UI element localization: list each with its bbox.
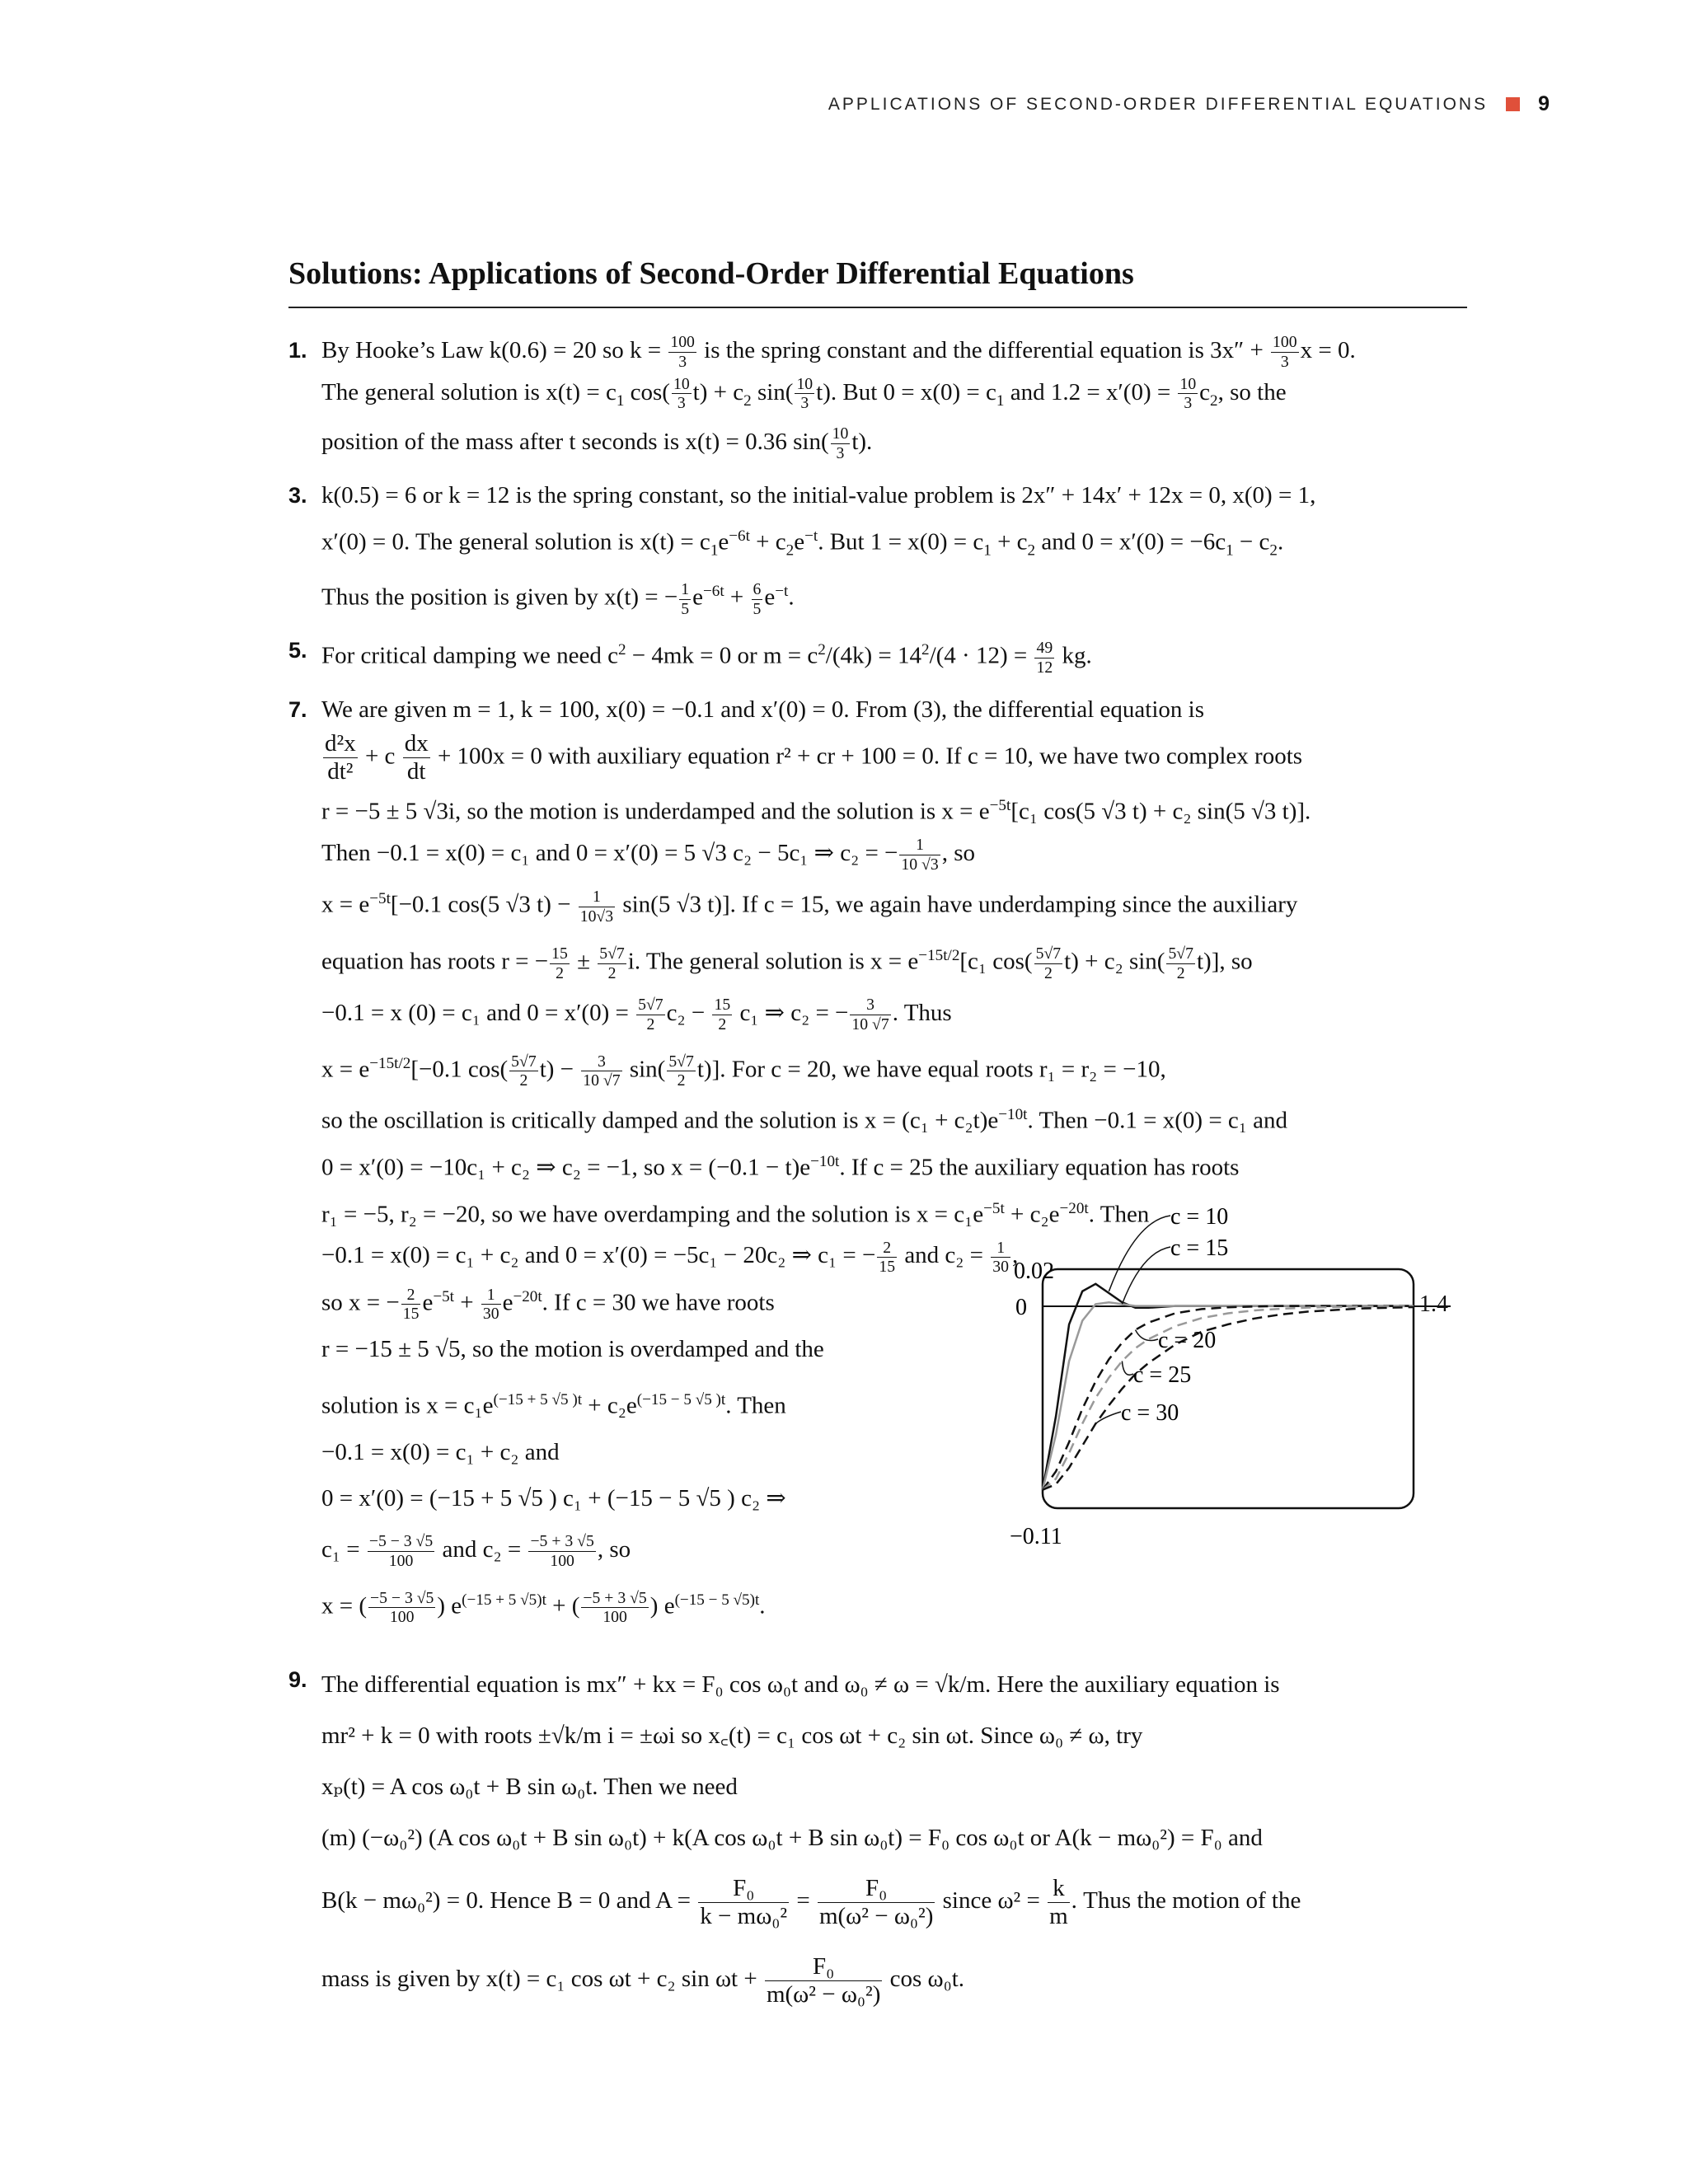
damping-chart xyxy=(1006,1199,1451,1562)
x-right-label: 1.4 xyxy=(1419,1291,1448,1317)
p7-line-3: r = −5 ± 5 √3i, so the motion is underdamped and the solution is $x = e^{-5t}[c_1$ cos(5 √3 t) + c₂ sin(5 √3 t)]. xyxy=(321,797,1311,825)
curve-label: c = 10 xyxy=(1170,1204,1229,1230)
p9-line-6: mass is given by x(t) = c₁ cos ωt + c₂ sin ωt + $\frac{\text{F₀}}{\text{m(ω² − ω₀²)}}$ cos ω₀t. xyxy=(321,1952,965,2008)
p7-line-19: x = ( $\frac{-5 - 3 √5}{100}$ ) $e^{(-15 + 5 √5)t}$ + ( $\frac{-5 + 3 √5}{100}$ ) $e^{(-15 - 5 √5)t}$. xyxy=(321,1588,766,1627)
p7-line-15: solution is $x = c_1e^{(-15 + 5 √5 )t} + c_2e^{(-15 - 5 √5 )t}$. Then xyxy=(321,1391,786,1419)
p7-line-10: 0 = x′(0) = −10c₁ + c₂ ⇒ c₂ = −1, so $x = (-0.1 - t)e^{-10t}$. If c = 25 the auxiliary equation has roots xyxy=(321,1153,1240,1181)
p7-line-2: $\frac{\text{d²x}}{\text{dt²}}$ + c $\frac{dx}{dt}$ + 100x = 0 with auxiliary equation r² + cr + 100 = 0. If c = 10, we have two complex roots xyxy=(325,729,1303,785)
curve-label: c = 20 xyxy=(1158,1328,1217,1353)
p7-line-11: r₁ = −5, r₂ = −20, so we have overdamping and the solution is $x = c_1e^{-5t} + c_2e^{-20t}$. Then xyxy=(321,1199,1150,1228)
p9-line-2: mr² + k = 0 with roots ±√k/m i = ±ωi so x꜀(t) = c₁ cos ωt + c₂ sin ωt. Since ω₀ ≠ ω, try xyxy=(321,1722,1143,1750)
title-rule xyxy=(288,307,1467,308)
accent-square-icon xyxy=(1506,97,1520,111)
p1-line-3: position of the mass after t seconds is x(t) = 0.36 sin( $\frac{10}{3}$ t). xyxy=(321,424,873,463)
section-title: Solutions: Applications of Second-Order Differential Equations xyxy=(288,256,1134,291)
y-bottom-label: −0.11 xyxy=(1010,1524,1062,1549)
label-leader-line xyxy=(1109,1216,1170,1291)
running-head xyxy=(828,92,1550,116)
curve-labels xyxy=(1095,1204,1228,1426)
label-leader-line xyxy=(1122,1247,1170,1304)
problem-number: 1. xyxy=(288,338,307,363)
p7-line-8: $x = e^{-15t/2}[-0.1$ cos( $\frac{5√7}{2}$ t) − $\frac{3}{10 √7}$ sin( $\frac{5√7}{2}$ t)]. For c = 20, we have equal roots r₁ = r₂ = −10, xyxy=(321,1052,1166,1090)
running-title: APPLICATIONS OF SECOND-ORDER DIFFERENTIAL EQUATIONS xyxy=(828,94,1489,114)
p5-line-1: For critical damping we need $c^2 - 4mk = 0$ or $m = c^2/(4k) = 14^2/(4 \cdot 12)$ = $\frac{49}{12}$ kg. xyxy=(321,639,1092,677)
curve-label: c = 30 xyxy=(1121,1400,1179,1426)
y-top-label: 0.02 xyxy=(1014,1258,1054,1284)
problem-number: 3. xyxy=(288,482,307,508)
curve-group xyxy=(1043,1284,1414,1490)
p1-line-1: By Hooke’s Law k(0.6) = 20 so k = $\frac{100}{3}$ is the spring constant and the differential equation is 3x″ + $\frac{100}{3}$ x = 0. xyxy=(321,333,1356,371)
curve-c15 xyxy=(1043,1302,1414,1490)
solutions-body xyxy=(288,330,1475,2032)
p7-line-9: so the oscillation is critically damped and the solution is $x = (c_1 + c_2t)e^{-10t}$. Then −0.1 = x(0) = c₁ and xyxy=(321,1106,1288,1135)
problem-5 xyxy=(288,630,1475,677)
p7-line-4: Then −0.1 = x(0) = c₁ and 0 = x′(0) = 5 √3 c₂ − 5c₁ ⇒ c₂ = − $\frac{1}{10 √3}$ , so xyxy=(321,836,976,874)
p7-line-14: r = −15 ± 5 √5, so the motion is overdamped and the xyxy=(321,1336,824,1363)
curve-label: c = 15 xyxy=(1170,1235,1229,1261)
page-number: 9 xyxy=(1538,92,1550,115)
p9-line-1: The differential equation is mx″ + kx = F₀ cos ω₀t and ω₀ ≠ ω = √k/m. Here the auxiliary equation is xyxy=(321,1671,1280,1699)
p1-line-2: The general solution is $x(t) = c_1$ cos( $\frac{10}{3}$ $t) + c_2$ sin( $\frac{10}{3}$ t). But $0 = x(0) = c_1$ and 1.2 = x′(0) = $\frac{10}{3}$ $c_2$, so the xyxy=(321,374,1287,413)
p7-line-17: 0 = x′(0) = (−15 + 5 √5 ) c₁ + (−15 − 5 √5 ) c₂ ⇒ xyxy=(321,1484,786,1511)
p7-line-5: $x = e^{-5t}[-0.1$ cos(5 √3 t) − $\frac{1}{10√3}$ sin(5 √3 t)]. If c = 15, we again have underdamping since the auxiliary xyxy=(321,888,1298,926)
curve-label: c = 25 xyxy=(1133,1362,1192,1388)
problem-1 xyxy=(288,330,1475,463)
problem-3 xyxy=(288,475,1475,619)
p7-line-13: so x = − $\frac{2}{15}$ $e^{-5t}$ + $\frac{1}{30}$ $e^{-20t}$. If c = 30 we have roots xyxy=(321,1285,775,1324)
problem-number: 9. xyxy=(288,1667,307,1693)
problem-number: 7. xyxy=(288,696,307,722)
p7-line-12: −0.1 = x(0) = c₁ + c₂ and 0 = x′(0) = −5c₁ − 20c₂ ⇒ c₁ = − $\frac{2}{15}$ and c₂ = $\frac{1}{30}$ , xyxy=(321,1238,1019,1277)
p7-line-16: −0.1 = x(0) = c₁ + c₂ and xyxy=(321,1438,560,1465)
p7-line-1: We are given m = 1, k = 100, x(0) = −0.1 and x′(0) = 0. From (3), the differential equation is xyxy=(321,696,1205,723)
curve-c10 xyxy=(1043,1284,1414,1490)
problem-9 xyxy=(288,1659,1475,2020)
damping-graph xyxy=(1006,1199,1451,1562)
p7-line-18: c₁ = $\frac{-5 - 3 √5}{100}$ and c₂ = $\frac{-5 + 3 √5}{100}$ , so xyxy=(321,1531,631,1570)
p7-line-7: −0.1 = x (0) = c₁ and 0 = x′(0) = $\frac{5√7}{2}$ c₂ − $\frac{15}{2}$ c₁ ⇒ c₂ = − $\frac{3}{10 √7}$ . Thus xyxy=(321,995,952,1033)
p9-line-5: B(k − mω₀²) = 0. Hence B = 0 and A = $\frac{\text{F₀}}{\text{k − mω₀²}}$ = $\frac{\text{F₀}}{\text{m(ω² − ω₀²)}}$ since ω² = $\frac{k}{m}$ . Thus the motion of the xyxy=(321,1874,1301,1930)
p9-line-3: xₚ(t) = A cos ω₀t + B sin ω₀t. Then we need xyxy=(321,1774,738,1801)
curve-c30 xyxy=(1043,1307,1414,1490)
y-zero-label: 0 xyxy=(1015,1295,1027,1320)
curve-c25 xyxy=(1043,1306,1414,1490)
p3-line-2: x′(0) = 0. The general solution is $x(t) = c_1e^{-6t} + c_2e^{-t}$. But $1 = x(0) = c_1 + c_2$ and $0 = x'(0) = -6c_1 - c_2$. xyxy=(321,527,1284,560)
label-leader-line xyxy=(1122,1361,1133,1376)
p9-line-4: (m) (−ω₀²) (A cos ω₀t + B sin ω₀t) + k(A cos ω₀t + B sin ω₀t) = F₀ cos ω₀t or A(k − mω₀²) = F₀ and xyxy=(321,1825,1263,1852)
p3-line-1: k(0.5) = 6 or k = 12 is the spring constant, so the initial-value problem is 2x″ + 14x′ + 12x = 0, x(0) = 1, xyxy=(321,481,1316,509)
p7-line-6: equation has roots r = − $\frac{15}{2}$ ± $\frac{5√7}{2}$ i. The general solution is $x = e^{-15t/2}[c_1$ cos( $\frac{5√7}{2}$ t) + c₂ sin( $\frac{5√7}{2}$ t)], so xyxy=(321,944,1253,982)
problem-number: 5. xyxy=(288,638,307,663)
curve-c20 xyxy=(1043,1306,1414,1490)
p3-line-3: Thus the position is given by x(t) = − $\frac{1}{5}$ $e^{-6t}$ + $\frac{6}{5}$ $e^{-t}$. xyxy=(321,580,795,618)
